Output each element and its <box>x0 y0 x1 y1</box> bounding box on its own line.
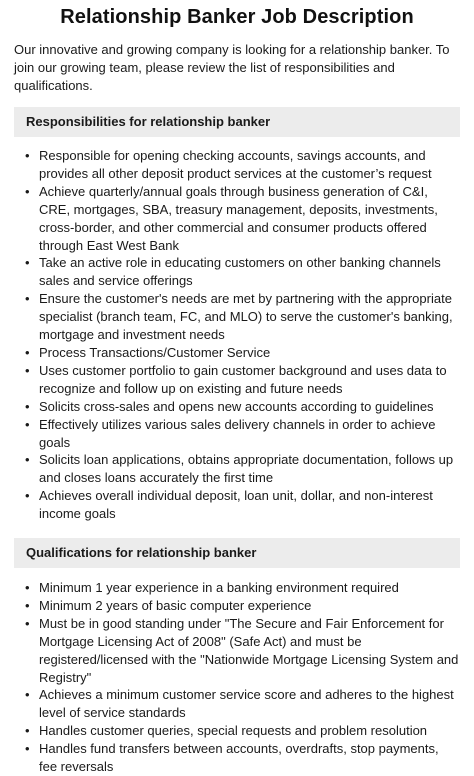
list-item <box>25 362 460 398</box>
list-item <box>25 451 460 487</box>
qualifications-heading: Qualifications for relationship banker <box>14 538 460 568</box>
list-item-text: Take an active role in educating customers on other banking channels sales and service offerings <box>39 255 441 289</box>
list-item <box>25 398 460 416</box>
list-item <box>25 579 460 597</box>
list-item <box>25 254 460 290</box>
bullet-icon: • <box>25 344 30 360</box>
intro-paragraph: Our innovative and growing company is looking for a relationship banker. To join our growing team, please review the list of responsibilities and qualifications. <box>14 42 450 93</box>
bullet-icon: • <box>25 362 30 378</box>
list-item-text: Must be in good standing under "The Secure and Fair Enforcement for Mortgage Licensing Act of 2008" (Safe Act) and must be registered/licensed with the "Nationwide Mortgage Licensing System and Registry" <box>39 615 459 685</box>
list-item-text: Minimum 2 years of basic computer experience <box>39 597 312 613</box>
bullet-icon: • <box>25 580 30 596</box>
list-item <box>25 722 460 740</box>
list-item-text: Uses customer portfolio to gain customer background and uses data to recognize and follow up on existing and future needs <box>39 362 447 396</box>
list-item <box>25 344 460 362</box>
bullet-icon: • <box>25 398 30 414</box>
responsibilities-heading: Responsibilities for relationship banker <box>14 107 460 137</box>
bullet-icon: • <box>25 723 30 739</box>
list-item-text: Handles customer queries, special requests and problem resolution <box>39 723 428 739</box>
responsibilities-list <box>14 147 460 523</box>
list-item <box>25 416 460 452</box>
list-item-text: Minimum 1 year experience in a banking environment required <box>39 580 399 596</box>
bullet-icon: • <box>25 488 30 504</box>
page-title: Relationship Banker Job Description <box>60 6 414 28</box>
list-item-text: Ensure the customer's needs are met by partnering with the appropriate specialist (branch team, FC, and MLO) to serve the customer's banking, mortgage and investment needs <box>39 291 453 343</box>
list-item-text: Achieves a minimum customer service score and adheres to the highest level of service standards <box>39 687 454 721</box>
list-item <box>25 686 460 722</box>
bullet-icon: • <box>25 452 30 468</box>
list-item <box>25 290 460 344</box>
list-item-text: Achieves overall individual deposit, loan unit, dollar, and non-interest income goals <box>39 488 433 522</box>
list-item <box>25 740 460 776</box>
list-item <box>25 183 460 255</box>
bullet-icon: • <box>25 741 30 757</box>
list-item <box>25 615 460 687</box>
bullet-icon: • <box>25 597 30 613</box>
bullet-icon: • <box>25 291 30 307</box>
qualifications-list <box>14 579 460 776</box>
list-item <box>25 487 460 523</box>
bullet-icon: • <box>25 687 30 703</box>
list-item-text: Solicits cross-sales and opens new accounts according to guidelines <box>39 398 434 414</box>
list-item-text: Solicits loan applications, obtains appropriate documentation, follows up and closes loans accurately the first time <box>39 452 454 486</box>
list-item <box>25 147 460 183</box>
bullet-icon: • <box>25 183 30 199</box>
bullet-icon: • <box>25 416 30 432</box>
list-item-text: Effectively utilizes various sales delivery channels in order to achieve goals <box>39 416 436 450</box>
bullet-icon: • <box>25 148 30 163</box>
list-item <box>25 597 460 615</box>
list-item-text: Process Transactions/Customer Service <box>39 344 271 360</box>
bullet-icon: • <box>25 255 30 271</box>
list-item-text: Handles fund transfers between accounts, overdrafts, stop payments, fee reversals <box>39 741 439 775</box>
list-item-text: Achieve quarterly/annual goals through business generation of C&I, CRE, mortgages, SBA, treasury management, deposits, investments, cross-border, and other commercial and consumer products offered through East West Bank <box>39 183 438 253</box>
bullet-icon: • <box>25 615 30 631</box>
list-item-text: Responsible for opening checking accounts, savings accounts, and provides all other deposit product services at the customer’s request <box>39 148 432 181</box>
